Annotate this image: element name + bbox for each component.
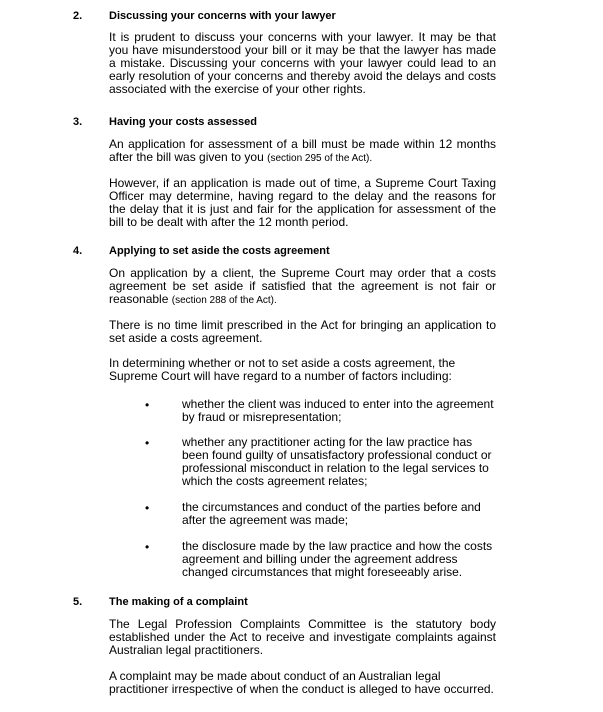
paragraph: A complaint may be made about conduct of an Australian legal practitioner irrespective of when the conduct is alleged to have occurred. xyxy=(109,669,494,696)
section-heading: Discussing your concerns with your lawyer xyxy=(109,10,336,22)
paragraph: The Legal Profession Complaints Committee is the statutory body established under the Act to receive and investigate complaints against Australian legal practitioners. xyxy=(109,617,496,657)
citation: (section 288 of the Act). xyxy=(171,295,277,306)
section-heading: The making of a complaint xyxy=(109,596,248,608)
paragraph-text: On application by a client, the Supreme Court may order that a costs agreement be set aside if satisfied that the agreement is not fair or reasonable xyxy=(109,266,496,306)
section-heading: Having your costs assessed xyxy=(109,116,257,128)
section-number: 4. xyxy=(73,245,83,257)
section-number: 5. xyxy=(73,596,83,608)
bullet-marker: • xyxy=(145,501,150,515)
section-number: 3. xyxy=(73,116,83,128)
citation: (section 295 of the Act). xyxy=(267,153,373,164)
paragraph xyxy=(109,138,496,165)
paragraph: It is prudent to discuss your concerns with your lawyer. It may be that you have misunderstood your bill or it may be that the lawyer has made a mistake. Discussing your concerns with your lawyer could lead to an early resolution of your concerns and thereby avoid the delays and costs associated with the exercise of your other rights. xyxy=(109,30,496,96)
bullet-item: the disclosure made by the law practice and how the costs agreement and billing under the agreement address changed circumstances that might foreseeably arise. xyxy=(182,539,493,579)
paragraph-text: An application for assessment of a bill must be made within 12 months after the bill was given to you xyxy=(109,137,496,164)
bullet-marker: • xyxy=(145,540,150,554)
paragraph: There is no time limit prescribed in the Act for bringing an application to set aside a costs agreement. xyxy=(109,318,496,345)
bullet-marker: • xyxy=(145,436,150,450)
paragraph: However, if an application is made out of time, a Supreme Court Taxing Officer may determine, having regard to the delay and the reasons for the delay that it is just and fair for the application for assessment of the bill to be dealt with after the 12 month period. xyxy=(109,176,496,229)
section-heading: Applying to set aside the costs agreement xyxy=(109,245,330,257)
bullet-item: the circumstances and conduct of the parties before and after the agreement was made; xyxy=(182,500,481,527)
section-number: 2. xyxy=(73,10,83,22)
bullet-marker: • xyxy=(145,398,150,412)
paragraph xyxy=(109,267,496,307)
bullet-item: whether any practitioner acting for the law practice has been found guilty of unsatisfactory professional conduct or professional misconduct in relation to the legal services to which the costs agreement relates; xyxy=(182,435,492,488)
paragraph: In determining whether or not to set aside a costs agreement, the Supreme Court will have regard to a number of factors including: xyxy=(109,356,456,383)
bullet-item: whether the client was induced to enter into the agreement by fraud or misrepresentation; xyxy=(182,397,494,424)
